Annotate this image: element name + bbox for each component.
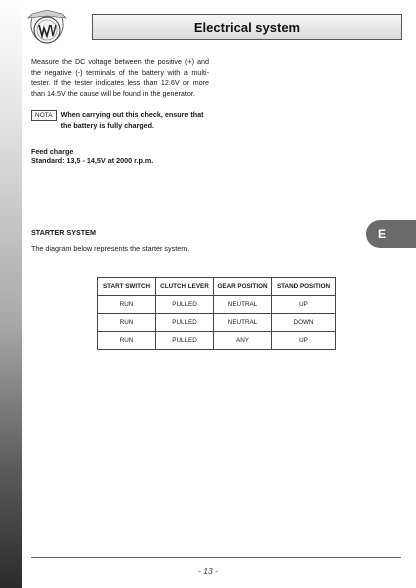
table-cell: DOWN [272, 314, 336, 332]
table-header-cell: GEAR POSITION [214, 278, 272, 296]
table-row [98, 332, 336, 350]
table-cell: PULLED [156, 332, 214, 350]
section-tab: E [366, 220, 416, 248]
table-cell: RUN [98, 314, 156, 332]
table-header-cell: START SWITCH [98, 278, 156, 296]
table-cell: UP [272, 332, 336, 350]
footer-divider [31, 557, 401, 558]
table-cell: NEUTRAL [214, 296, 272, 314]
feed-charge-title: Feed charge [31, 147, 74, 156]
table-header-cell: CLUTCH LEVER [156, 278, 214, 296]
starter-conditions-table [97, 277, 336, 350]
table-header-row [98, 278, 336, 296]
table-cell: ANY [214, 332, 272, 350]
intro-paragraph: Measure the DC voltage between the positive (+) and the negative (-) terminals of the battery with a multi-tester. If the tester indicates less than 12.6V or more than 14.5V the cause will be found in the generator. [31, 57, 209, 98]
table-cell: UP [272, 296, 336, 314]
starter-system-title: STARTER SYSTEM [31, 228, 96, 237]
table-row [98, 314, 336, 332]
page-number: - 13 - [198, 566, 218, 576]
table-cell: RUN [98, 332, 156, 350]
table-row [98, 296, 336, 314]
feed-charge-standard: Standard: 13,5 - 14,5V at 2000 r.p.m. [31, 156, 154, 165]
table-header-cell: STAND POSITION [272, 278, 336, 296]
brand-logo-icon [24, 8, 70, 48]
table-cell: RUN [98, 296, 156, 314]
side-gradient-bar [0, 0, 22, 588]
nota-label: NOTA [31, 110, 57, 121]
nota-text: When carrying out this check, ensure that the battery is fully charged. [60, 110, 204, 130]
table-cell: NEUTRAL [214, 314, 272, 332]
table-cell: PULLED [156, 296, 214, 314]
table-cell: PULLED [156, 314, 214, 332]
page-title: Electrical system [92, 14, 402, 40]
nota-note [31, 110, 211, 131]
starter-system-description: The diagram below represents the starter system. [31, 244, 190, 253]
